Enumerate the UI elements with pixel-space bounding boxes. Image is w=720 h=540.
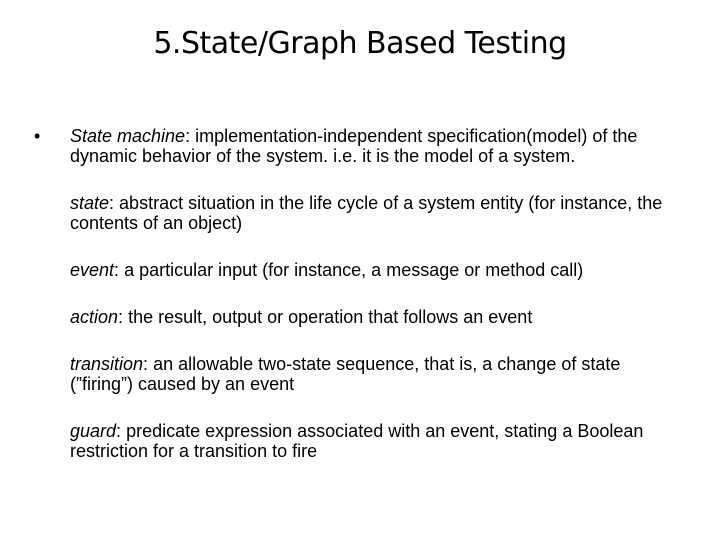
list-item-state <box>34 193 674 233</box>
slide-title: 5.State/Graph Based Testing <box>153 26 567 61</box>
list-item-transition <box>34 354 674 394</box>
term-label: action <box>70 307 119 327</box>
definition-text: abstract situation in the life cycle of a system entity (for instance, the contents of an object) <box>70 193 663 233</box>
term-separator: : <box>116 421 122 441</box>
term-separator: : <box>118 307 124 327</box>
definition-text: implementation-independent specification(model) of the dynamic behavior of the system. i.e. it is the model of a system. <box>70 126 638 166</box>
slide-content <box>34 126 674 488</box>
bullet-icon: • <box>34 126 41 146</box>
term-separator: : <box>143 354 149 374</box>
term-separator: : <box>185 126 191 146</box>
term-label: State machine <box>70 126 186 146</box>
definition-text: the result, output or operation that follows an event <box>123 307 533 327</box>
term-separator: : <box>114 260 120 280</box>
list-item-guard <box>34 421 674 461</box>
term-separator: : <box>109 193 115 213</box>
term-label: event <box>70 260 115 280</box>
term-label: guard <box>70 421 117 441</box>
definition-text: predicate expression associated with an event, stating a Boolean restriction for a transition to fire <box>70 421 644 461</box>
term-label: state <box>70 193 110 213</box>
term-label: transition <box>70 354 144 374</box>
definition-text: an allowable two-state sequence, that is, a change of state (”firing”) caused by an event <box>70 354 621 394</box>
list-item-state-machine <box>34 126 674 166</box>
list-item-event <box>34 260 674 280</box>
list-item-action <box>34 307 674 327</box>
definition-text: a particular input (for instance, a message or method call) <box>119 260 584 280</box>
